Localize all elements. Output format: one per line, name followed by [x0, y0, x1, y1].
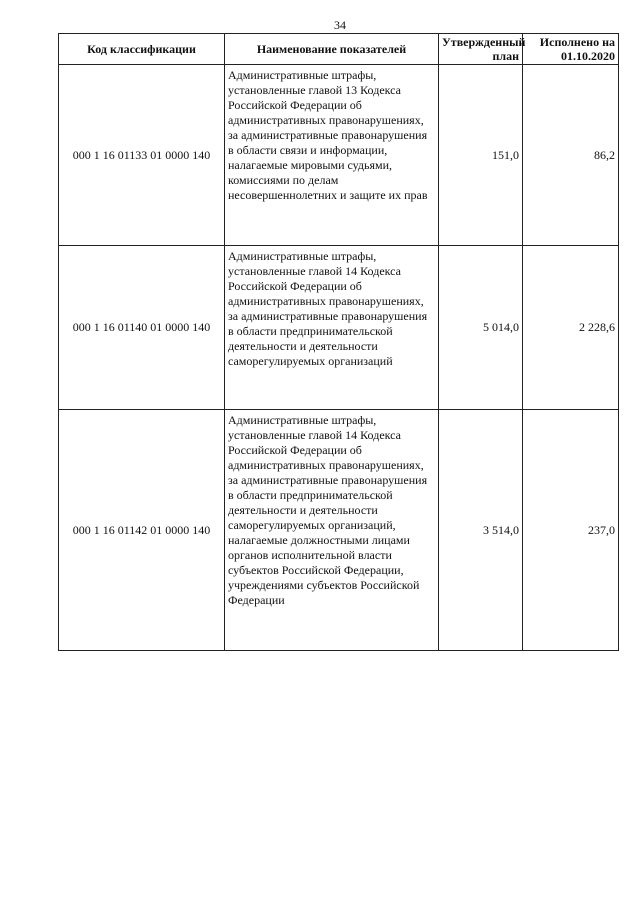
approved-plan-value: 3 514,0 [439, 410, 523, 651]
classification-code: 000 1 16 01133 01 0000 140 [59, 65, 225, 246]
table-row [59, 246, 619, 410]
page-number: 34 [334, 18, 346, 32]
header-name: Наименование показателей [225, 34, 439, 65]
classification-code: 000 1 16 01140 01 0000 140 [59, 246, 225, 410]
executed-value: 237,0 [523, 410, 619, 651]
indicator-name: Административные штрафы, установленные главой 13 Кодекса Российской Федерации об административных правонарушениях, за административные правонарушения в области связи и информации, налагаемые мировыми судьями, комиссиями по делам несовершеннолетних и защите их прав [225, 65, 439, 246]
indicator-name: Административные штрафы, установленные главой 14 Кодекса Российской Федерации об административных правонарушениях, за административные правонарушения в области предпринимательской деятельности и деятельности саморегулируемых организаций, налагаемые должностными лицами органов исполнительной власти субъектов Российской Федерации, учреждениями субъектов Российской Федерации [225, 410, 439, 651]
indicator-name: Административные штрафы, установленные главой 14 Кодекса Российской Федерации об административных правонарушениях, за административные правонарушения в области предпринимательской деятельности и деятельности саморегулируемых организаций [225, 246, 439, 410]
executed-value: 2 228,6 [523, 246, 619, 410]
budget-table [58, 33, 619, 651]
header-plan: Утвержденный план [439, 34, 523, 65]
classification-code: 000 1 16 01142 01 0000 140 [59, 410, 225, 651]
header-done: Исполнено на 01.10.2020 [523, 34, 619, 65]
table-row [59, 410, 619, 651]
approved-plan-value: 5 014,0 [439, 246, 523, 410]
table-header-row [59, 34, 619, 65]
executed-value: 86,2 [523, 65, 619, 246]
table-row [59, 65, 619, 246]
header-code: Код классификации [59, 34, 225, 65]
approved-plan-value: 151,0 [439, 65, 523, 246]
